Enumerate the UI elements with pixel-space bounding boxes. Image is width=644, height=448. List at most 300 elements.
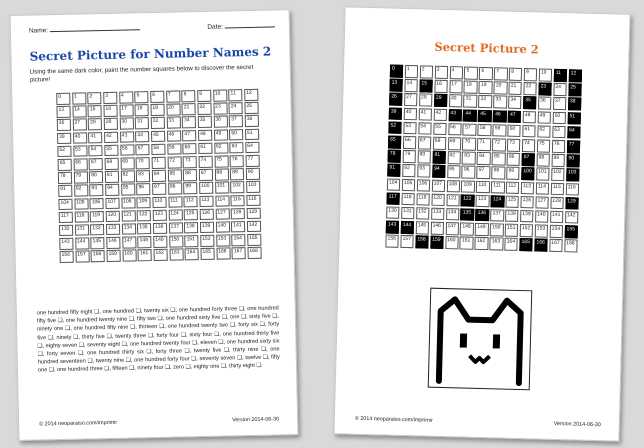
grid-cell-39[interactable]: 39 bbox=[57, 132, 71, 144]
grid-cell-167: 167 bbox=[549, 239, 563, 252]
grid-cell-136: 136 bbox=[475, 209, 489, 222]
grid-cell-124: 124 bbox=[491, 195, 505, 208]
grid-cell-59[interactable]: 59 bbox=[167, 143, 181, 155]
grid-cell-164: 164 bbox=[504, 238, 518, 251]
grid-cell-91: 91 bbox=[387, 164, 401, 177]
grid-cell-3[interactable]: 3 bbox=[103, 92, 117, 104]
grid-cell-12: 12 bbox=[568, 69, 582, 82]
grid-cell-2: 2 bbox=[420, 65, 434, 78]
grid-cell-75: 75 bbox=[537, 139, 551, 152]
grid-cell-138: 138 bbox=[505, 209, 519, 222]
grid-cell-131[interactable]: 131 bbox=[75, 224, 89, 236]
grid-cell-16[interactable]: 16 bbox=[103, 105, 117, 117]
grid-cell-50: 50 bbox=[552, 111, 566, 124]
grid-cell-45[interactable]: 45 bbox=[151, 130, 165, 142]
grid-cell-77[interactable]: 77 bbox=[245, 155, 259, 167]
grid-cell-34[interactable]: 34 bbox=[182, 116, 196, 128]
grid-cell-1[interactable]: 1 bbox=[72, 92, 86, 104]
grid-cell-105[interactable]: 105 bbox=[74, 198, 88, 210]
grid-cell-127[interactable]: 127 bbox=[215, 208, 229, 220]
grid-cell-10[interactable]: 10 bbox=[213, 89, 227, 101]
grid-cell-97[interactable]: 97 bbox=[152, 183, 166, 195]
grid-cell-57[interactable]: 57 bbox=[136, 144, 150, 156]
grid-cell-144: 144 bbox=[401, 221, 415, 234]
grid-cell-135: 135 bbox=[461, 208, 475, 221]
grid-cell-134[interactable]: 134 bbox=[122, 223, 136, 235]
grid-cell-1: 1 bbox=[405, 65, 419, 78]
grid-cell-10: 10 bbox=[539, 68, 553, 81]
grid-cell-78: 78 bbox=[388, 150, 402, 163]
grid-cell-93: 93 bbox=[417, 165, 431, 178]
grid-cell-86: 86 bbox=[507, 153, 521, 166]
grid-cell-81: 81 bbox=[432, 151, 446, 164]
grid-cell-162: 162 bbox=[475, 237, 489, 250]
grid-cell-164[interactable]: 164 bbox=[185, 248, 199, 260]
grid-cell-85: 85 bbox=[492, 152, 506, 165]
grid-cell-163[interactable]: 163 bbox=[169, 249, 183, 261]
grid-cell-136[interactable]: 136 bbox=[153, 223, 167, 235]
grid-cell-123[interactable]: 123 bbox=[153, 209, 167, 221]
grid-cell-31[interactable]: 31 bbox=[135, 117, 149, 129]
grid-cell-77: 77 bbox=[567, 140, 581, 153]
grid-cell-158[interactable]: 158 bbox=[91, 250, 105, 262]
grid-cell-150[interactable]: 150 bbox=[169, 235, 183, 247]
grid-cell-107[interactable]: 107 bbox=[105, 197, 119, 209]
solution-grid bbox=[385, 65, 582, 253]
grid-cell-124[interactable]: 124 bbox=[168, 209, 182, 221]
number-grid bbox=[56, 89, 262, 263]
grid-cell-117[interactable]: 117 bbox=[59, 211, 73, 223]
grid-cell-13[interactable]: 13 bbox=[56, 106, 70, 118]
date-line bbox=[225, 26, 275, 28]
grid-cell-105: 105 bbox=[402, 178, 416, 191]
grid-cell-17[interactable]: 17 bbox=[119, 105, 133, 117]
grid-cell-76: 76 bbox=[552, 140, 566, 153]
grid-cell-139: 139 bbox=[520, 210, 534, 223]
grid-cell-74: 74 bbox=[522, 139, 536, 152]
grid-cell-24: 24 bbox=[553, 83, 567, 96]
grid-cell-67: 67 bbox=[418, 136, 432, 149]
grid-cell-168: 168 bbox=[564, 239, 578, 252]
grid-cell-29[interactable]: 29 bbox=[104, 118, 118, 130]
grid-cell-79: 79 bbox=[402, 150, 416, 163]
grid-cell-116[interactable]: 116 bbox=[246, 194, 260, 206]
grid-cell-88[interactable]: 88 bbox=[214, 169, 228, 181]
grid-cell-81[interactable]: 81 bbox=[105, 171, 119, 183]
grid-cell-70[interactable]: 70 bbox=[136, 157, 150, 169]
grid-cell-143[interactable]: 143 bbox=[59, 238, 73, 250]
grid-cell-8[interactable]: 8 bbox=[181, 90, 195, 102]
grid-cell-159[interactable]: 159 bbox=[106, 250, 120, 262]
grid-cell-50[interactable]: 50 bbox=[229, 129, 243, 141]
grid-cell-44[interactable]: 44 bbox=[135, 131, 149, 143]
cat-face-icon bbox=[429, 289, 532, 390]
grid-cell-154[interactable]: 154 bbox=[231, 234, 245, 246]
grid-cell-165[interactable]: 165 bbox=[200, 248, 214, 260]
grid-cell-145[interactable]: 145 bbox=[91, 237, 105, 249]
grid-cell-150: 150 bbox=[490, 223, 504, 236]
copyright: © 2014 neoparaiso.com/imprimir bbox=[39, 419, 118, 428]
grid-cell-125: 125 bbox=[506, 195, 520, 208]
grid-cell-66[interactable]: 66 bbox=[73, 158, 87, 170]
grid-cell-142[interactable]: 142 bbox=[247, 221, 261, 233]
grid-cell-104[interactable]: 104 bbox=[58, 198, 72, 210]
grid-cell-138[interactable]: 138 bbox=[184, 222, 198, 234]
grid-cell-30: 30 bbox=[449, 94, 463, 107]
grid-cell-29: 29 bbox=[434, 94, 448, 107]
grid-cell-8: 8 bbox=[509, 68, 523, 81]
grid-cell-28: 28 bbox=[419, 94, 433, 107]
grid-cell-42[interactable]: 42 bbox=[104, 131, 118, 143]
grid-cell-96[interactable]: 96 bbox=[136, 183, 150, 195]
grid-cell-147: 147 bbox=[445, 222, 459, 235]
grid-cell-33: 33 bbox=[493, 96, 507, 109]
grid-cell-33[interactable]: 33 bbox=[166, 117, 180, 129]
grid-cell-137: 137 bbox=[490, 209, 504, 222]
grid-cell-61[interactable]: 61 bbox=[198, 143, 212, 155]
worksheet-page bbox=[10, 9, 299, 441]
grid-cell-23: 23 bbox=[538, 83, 552, 96]
grid-cell-158: 158 bbox=[415, 236, 429, 249]
grid-cell-46[interactable]: 46 bbox=[167, 130, 181, 142]
grid-cell-99[interactable]: 99 bbox=[183, 182, 197, 194]
grid-cell-141: 141 bbox=[550, 211, 564, 224]
grid-cell-140[interactable]: 140 bbox=[216, 221, 230, 233]
grid-cell-44: 44 bbox=[463, 109, 477, 122]
grid-cell-36: 36 bbox=[538, 97, 552, 110]
grid-cell-54[interactable]: 54 bbox=[89, 145, 103, 157]
grid-cell-18: 18 bbox=[464, 81, 478, 94]
date-field[interactable] bbox=[207, 22, 275, 30]
grid-cell-98: 98 bbox=[491, 167, 505, 180]
grid-cell-137[interactable]: 137 bbox=[169, 222, 183, 234]
grid-cell-120[interactable]: 120 bbox=[106, 210, 120, 222]
grid-cell-19[interactable]: 19 bbox=[150, 104, 164, 116]
grid-cell-5[interactable]: 5 bbox=[134, 91, 148, 103]
grid-cell-73[interactable]: 73 bbox=[183, 156, 197, 168]
grid-cell-82: 82 bbox=[447, 151, 461, 164]
grid-cell-63: 63 bbox=[552, 126, 566, 139]
grid-cell-37: 37 bbox=[553, 97, 567, 110]
grid-cell-115[interactable]: 115 bbox=[231, 195, 245, 207]
grid-cell-107: 107 bbox=[431, 179, 445, 192]
grid-cell-112[interactable]: 112 bbox=[184, 196, 198, 208]
worksheet-header bbox=[29, 22, 275, 34]
grid-cell-84[interactable]: 84 bbox=[152, 170, 166, 182]
grid-cell-63[interactable]: 63 bbox=[230, 142, 244, 154]
grid-cell-55[interactable]: 55 bbox=[104, 144, 118, 156]
grid-cell-25[interactable]: 25 bbox=[244, 102, 258, 114]
grid-cell-144[interactable]: 144 bbox=[75, 237, 89, 249]
grid-cell-28[interactable]: 28 bbox=[88, 118, 102, 130]
grid-cell-7[interactable]: 7 bbox=[166, 90, 180, 102]
grid-cell-160[interactable]: 160 bbox=[122, 250, 136, 262]
grid-cell-47[interactable]: 47 bbox=[182, 130, 196, 142]
grid-cell-149: 149 bbox=[475, 223, 489, 236]
worksheet-title: Secret Picture for Number Names 2 bbox=[29, 44, 272, 64]
grid-cell-58[interactable]: 58 bbox=[151, 143, 165, 155]
grid-cell-53[interactable]: 53 bbox=[73, 145, 87, 157]
grid-cell-122[interactable]: 122 bbox=[137, 210, 151, 222]
grid-cell-115: 115 bbox=[551, 182, 565, 195]
grid-cell-75[interactable]: 75 bbox=[214, 155, 228, 167]
grid-cell-32[interactable]: 32 bbox=[151, 117, 165, 129]
grid-cell-153[interactable]: 153 bbox=[216, 234, 230, 246]
grid-cell-41[interactable]: 41 bbox=[88, 132, 102, 144]
grid-cell-40[interactable]: 40 bbox=[73, 132, 87, 144]
grid-cell-43: 43 bbox=[448, 109, 462, 122]
grid-cell-23[interactable]: 23 bbox=[213, 103, 227, 115]
grid-cell-30[interactable]: 30 bbox=[119, 118, 133, 130]
grid-cell-102[interactable]: 102 bbox=[230, 181, 244, 193]
grid-cell-69[interactable]: 69 bbox=[120, 157, 134, 169]
grid-cell-152: 152 bbox=[520, 224, 534, 237]
grid-cell-108: 108 bbox=[446, 180, 460, 193]
grid-cell-128[interactable]: 128 bbox=[231, 208, 245, 220]
grid-cell-6: 6 bbox=[479, 67, 493, 80]
grid-cell-89: 89 bbox=[551, 154, 565, 167]
grid-cell-60[interactable]: 60 bbox=[183, 143, 197, 155]
grid-cell-167[interactable]: 167 bbox=[232, 247, 246, 259]
grid-cell-61: 61 bbox=[522, 125, 536, 138]
grid-cell-93[interactable]: 93 bbox=[89, 184, 103, 196]
grid-cell-85[interactable]: 85 bbox=[167, 170, 181, 182]
grid-cell-130: 130 bbox=[386, 206, 400, 219]
grid-cell-64[interactable]: 64 bbox=[245, 142, 259, 154]
solution-footer bbox=[355, 416, 601, 428]
grid-cell-6[interactable]: 6 bbox=[150, 91, 164, 103]
grid-cell-119: 119 bbox=[416, 193, 430, 206]
grid-cell-68[interactable]: 68 bbox=[105, 158, 119, 170]
grid-cell-101[interactable]: 101 bbox=[215, 182, 229, 194]
grid-cell-4[interactable]: 4 bbox=[119, 91, 133, 103]
worksheet-footer bbox=[39, 416, 279, 427]
grid-cell-60: 60 bbox=[507, 124, 521, 137]
grid-cell-111[interactable]: 111 bbox=[168, 196, 182, 208]
grid-cell-45: 45 bbox=[478, 109, 492, 122]
grid-cell-47: 47 bbox=[508, 110, 522, 123]
grid-cell-161[interactable]: 161 bbox=[138, 249, 152, 261]
grid-cell-96: 96 bbox=[462, 166, 476, 179]
grid-cell-36[interactable]: 36 bbox=[213, 116, 227, 128]
grid-cell-89[interactable]: 89 bbox=[230, 168, 244, 180]
grid-cell-15[interactable]: 15 bbox=[88, 105, 102, 117]
grid-cell-24[interactable]: 24 bbox=[229, 102, 243, 114]
grid-cell-109[interactable]: 109 bbox=[137, 197, 151, 209]
grid-cell-40: 40 bbox=[404, 107, 418, 120]
grid-cell-90[interactable]: 90 bbox=[246, 168, 260, 180]
grid-cell-163: 163 bbox=[490, 237, 504, 250]
grid-cell-67[interactable]: 67 bbox=[89, 158, 103, 170]
grid-cell-27[interactable]: 27 bbox=[72, 119, 86, 131]
name-line bbox=[50, 29, 140, 32]
grid-cell-133[interactable]: 133 bbox=[106, 224, 120, 236]
cat-picture bbox=[428, 288, 533, 391]
grid-cell-148: 148 bbox=[460, 222, 474, 235]
grid-cell-39: 39 bbox=[389, 107, 403, 120]
grid-cell-119[interactable]: 119 bbox=[90, 211, 104, 223]
grid-cell-88: 88 bbox=[536, 154, 550, 167]
grid-cell-129[interactable]: 129 bbox=[247, 207, 261, 219]
grid-cell-16: 16 bbox=[434, 80, 448, 93]
grid-cell-76[interactable]: 76 bbox=[230, 155, 244, 167]
grid-cell-148[interactable]: 148 bbox=[138, 236, 152, 248]
grid-cell-66: 66 bbox=[403, 136, 417, 149]
grid-cell-22: 22 bbox=[523, 82, 537, 95]
grid-cell-64: 64 bbox=[567, 126, 581, 139]
grid-cell-139[interactable]: 139 bbox=[200, 222, 214, 234]
grid-cell-38[interactable]: 38 bbox=[245, 115, 259, 127]
grid-cell-168[interactable]: 168 bbox=[247, 247, 261, 259]
grid-cell-9[interactable]: 9 bbox=[197, 90, 211, 102]
grid-cell-94[interactable]: 94 bbox=[105, 184, 119, 196]
grid-cell-166[interactable]: 166 bbox=[216, 248, 230, 260]
grid-cell-82[interactable]: 82 bbox=[120, 171, 134, 183]
grid-cell-129: 129 bbox=[565, 197, 579, 210]
grid-cell-71[interactable]: 71 bbox=[152, 157, 166, 169]
grid-cell-43[interactable]: 43 bbox=[120, 131, 134, 143]
grid-cell-56[interactable]: 56 bbox=[120, 144, 134, 156]
grid-cell-13: 13 bbox=[389, 79, 403, 92]
grid-cell-21: 21 bbox=[509, 82, 523, 95]
grid-cell-117: 117 bbox=[386, 192, 400, 205]
grid-cell-80: 80 bbox=[417, 150, 431, 163]
grid-cell-74[interactable]: 74 bbox=[199, 156, 213, 168]
grid-cell-37[interactable]: 37 bbox=[229, 115, 243, 127]
grid-cell-149[interactable]: 149 bbox=[153, 236, 167, 248]
grid-cell-52[interactable]: 52 bbox=[57, 145, 71, 157]
grid-cell-78[interactable]: 78 bbox=[58, 172, 72, 184]
grid-cell-65: 65 bbox=[388, 135, 402, 148]
grid-cell-62[interactable]: 62 bbox=[214, 142, 228, 154]
grid-cell-110[interactable]: 110 bbox=[152, 196, 166, 208]
grid-cell-35[interactable]: 35 bbox=[198, 116, 212, 128]
grid-cell-83[interactable]: 83 bbox=[136, 170, 150, 182]
grid-cell-95: 95 bbox=[447, 165, 461, 178]
grid-cell-141[interactable]: 141 bbox=[231, 221, 245, 233]
grid-cell-156: 156 bbox=[385, 235, 399, 248]
grid-cell-87[interactable]: 87 bbox=[199, 169, 213, 181]
grid-cell-155: 155 bbox=[564, 225, 578, 238]
grid-cell-126: 126 bbox=[520, 196, 534, 209]
grid-cell-98[interactable]: 98 bbox=[168, 183, 182, 195]
grid-cell-21[interactable]: 21 bbox=[182, 103, 196, 115]
grid-cell-143: 143 bbox=[386, 221, 400, 234]
grid-cell-114[interactable]: 114 bbox=[215, 195, 229, 207]
grid-cell-135[interactable]: 135 bbox=[137, 223, 151, 235]
grid-cell-126[interactable]: 126 bbox=[200, 208, 214, 220]
grid-cell-131: 131 bbox=[401, 207, 415, 220]
grid-cell-3: 3 bbox=[434, 66, 448, 79]
solution-title: Secret Picture 2 bbox=[434, 39, 539, 57]
grid-cell-5: 5 bbox=[464, 66, 478, 79]
name-field[interactable] bbox=[29, 25, 140, 34]
grid-cell-71: 71 bbox=[477, 138, 491, 151]
grid-cell-48[interactable]: 48 bbox=[198, 129, 212, 141]
grid-cell-125[interactable]: 125 bbox=[184, 209, 198, 221]
grid-cell-103[interactable]: 103 bbox=[246, 181, 260, 193]
grid-cell-65[interactable]: 65 bbox=[58, 159, 72, 171]
grid-cell-12[interactable]: 12 bbox=[244, 89, 258, 101]
grid-cell-51: 51 bbox=[567, 112, 581, 125]
grid-cell-69: 69 bbox=[447, 137, 461, 150]
grid-cell-59: 59 bbox=[493, 124, 507, 137]
grid-cell-155[interactable]: 155 bbox=[247, 234, 261, 246]
grid-cell-91[interactable]: 91 bbox=[58, 185, 72, 197]
version: Version 2014-06-30 bbox=[553, 420, 601, 429]
grid-cell-100[interactable]: 100 bbox=[199, 182, 213, 194]
grid-cell-80[interactable]: 80 bbox=[89, 171, 103, 183]
grid-cell-128: 128 bbox=[550, 196, 564, 209]
grid-cell-132[interactable]: 132 bbox=[90, 224, 104, 236]
grid-cell-160: 160 bbox=[445, 236, 459, 249]
grid-cell-0: 0 bbox=[390, 65, 404, 78]
grid-cell-20[interactable]: 20 bbox=[166, 104, 180, 116]
grid-cell-18[interactable]: 18 bbox=[135, 104, 149, 116]
grid-cell-166: 166 bbox=[534, 239, 548, 252]
grid-cell-99: 99 bbox=[506, 167, 520, 180]
name-label: Name: bbox=[28, 27, 49, 35]
grid-cell-7: 7 bbox=[494, 67, 508, 80]
grid-cell-34: 34 bbox=[508, 96, 522, 109]
grid-cell-145: 145 bbox=[415, 221, 429, 234]
grid-cell-123: 123 bbox=[476, 195, 490, 208]
grid-cell-25: 25 bbox=[568, 83, 582, 96]
version: Version 2014-06-30 bbox=[231, 416, 280, 424]
grid-cell-100: 100 bbox=[521, 167, 535, 180]
grid-cell-51[interactable]: 51 bbox=[245, 128, 259, 140]
grid-cell-152[interactable]: 152 bbox=[200, 235, 214, 247]
grid-cell-86[interactable]: 86 bbox=[183, 169, 197, 181]
grid-cell-11[interactable]: 11 bbox=[228, 89, 242, 101]
grid-cell-113[interactable]: 113 bbox=[199, 195, 213, 207]
grid-cell-157[interactable]: 157 bbox=[75, 251, 89, 263]
grid-cell-95[interactable]: 95 bbox=[121, 184, 135, 196]
grid-cell-151[interactable]: 151 bbox=[185, 235, 199, 247]
grid-cell-118[interactable]: 118 bbox=[74, 211, 88, 223]
grid-cell-147[interactable]: 147 bbox=[122, 236, 136, 248]
grid-cell-116: 116 bbox=[565, 183, 579, 196]
grid-cell-49[interactable]: 49 bbox=[214, 129, 228, 141]
grid-cell-11: 11 bbox=[554, 69, 568, 82]
grid-cell-153: 153 bbox=[535, 224, 549, 237]
grid-cell-14: 14 bbox=[404, 79, 418, 92]
grid-cell-79[interactable]: 79 bbox=[74, 172, 88, 184]
grid-cell-121[interactable]: 121 bbox=[121, 210, 135, 222]
grid-cell-9: 9 bbox=[524, 68, 538, 81]
grid-cell-31: 31 bbox=[463, 95, 477, 108]
grid-cell-146[interactable]: 146 bbox=[106, 237, 120, 249]
grid-cell-26[interactable]: 26 bbox=[57, 119, 71, 131]
grid-cell-15: 15 bbox=[419, 80, 433, 93]
grid-cell-72[interactable]: 72 bbox=[167, 156, 181, 168]
copyright: © 2014 neoparaiso.com/imprimir bbox=[354, 415, 433, 424]
grid-cell-87: 87 bbox=[522, 153, 536, 166]
grid-cell-0[interactable]: 0 bbox=[56, 93, 70, 105]
grid-cell-14[interactable]: 14 bbox=[72, 106, 86, 118]
grid-cell-92[interactable]: 92 bbox=[74, 185, 88, 197]
grid-cell-112: 112 bbox=[506, 181, 520, 194]
grid-cell-108[interactable]: 108 bbox=[121, 197, 135, 209]
grid-cell-130[interactable]: 130 bbox=[59, 225, 73, 237]
grid-cell-106[interactable]: 106 bbox=[90, 198, 104, 210]
grid-cell-22[interactable]: 22 bbox=[197, 103, 211, 115]
grid-cell-159: 159 bbox=[430, 236, 444, 249]
grid-cell-2[interactable]: 2 bbox=[88, 92, 102, 104]
grid-cell-162[interactable]: 162 bbox=[153, 249, 167, 261]
solution-page bbox=[333, 6, 630, 441]
grid-cell-156[interactable]: 156 bbox=[60, 251, 74, 263]
